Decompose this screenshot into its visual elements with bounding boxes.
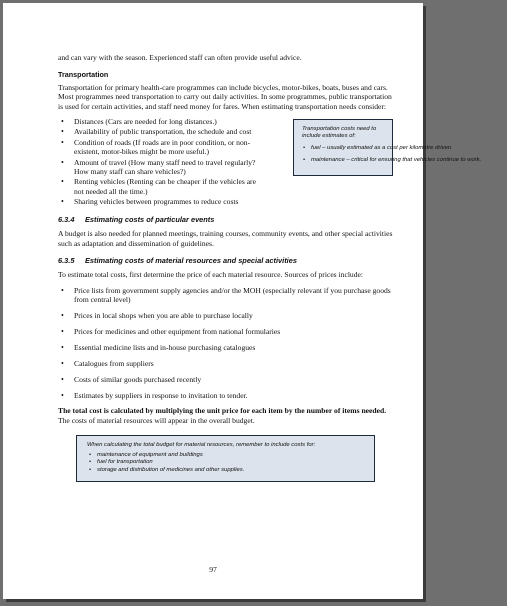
section-title: Estimating costs of material resources and special activities [85,255,297,265]
list-item: • Availability of public transportation, the schedule and cost [58,127,263,136]
transportation-paragraph: Transportation for primary health-care programmes can include bicycles, motor-bikes, boats, buses and cars. Most programmes need transportation to carry out daily activities. In some programmes, public transportation is used for certain activities, and staff need money for fares. When estimating transportation needs consider: [58,82,392,111]
list-item: • Catalogues from suppliers [58,359,393,368]
transportation-list [58,117,263,207]
section-number: 6.3.4 [58,214,75,224]
summary-rest: The costs of material resources will appear in the overall budget. [58,415,255,425]
box-item: • maintenance – critical for ensuring that vehicles continue to work. [302,157,507,164]
list-item: • Amount of travel (How many staff need to travel regularly? How many staff can share vehicles?) [58,158,263,177]
price-sources-list [58,286,393,400]
document-page [3,3,482,599]
box-list [87,452,366,474]
list-item: • Price lists from government supply agencies and/or the MOH (especially relevant if you purchase goods from central level) [58,286,393,305]
box-item: • fuel – usually estimated as a cost per kilometre driven [302,145,507,152]
page-content [58,53,482,482]
box-list [302,145,507,164]
page-number: 97 [209,565,217,574]
total-cost-summary [58,406,393,425]
list-item: • Costs of similar goods purchased recently [58,375,393,384]
section-number: 6.3.5 [58,255,75,265]
box-item: • fuel for transportation [87,459,366,466]
list-item: • Estimates by suppliers in response to invitation to tender. [58,391,393,400]
transportation-cost-box [293,119,482,176]
box-item: • storage and distribution of medicines and other supplies. [87,467,366,474]
list-item: • Condition of roads (If roads are in poor condition, or non-existent, motor-bikes might be more useful.) [58,138,263,157]
section-634-paragraph: A budget is also needed for planned meetings, training courses, community events, and other special activities such as adaptation and dissemination of guidelines. [58,229,393,248]
box-title: Transportation costs need to include estimates of: [302,126,377,140]
box-item: • maintenance of equipment and buildings [87,452,366,459]
list-item: • Prices in local shops when you are able to purchase locally [58,311,393,320]
list-item: • Distances (Cars are needed for long distances.) [58,117,263,126]
summary-bold: The total cost is calculated by multiplying the unit price for each item by the number of items needed. [58,406,387,416]
section-635-paragraph: To estimate total costs, first determine the price of each material resource. Sources of prices include: [58,270,363,280]
transportation-heading: Transportation [58,70,109,80]
section-title: Estimating costs of particular events [85,214,215,224]
transportation-section [58,117,482,207]
section-634-heading [58,215,393,224]
intro-paragraph-tail: and can vary with the season. Experienced staff can often provide useful advice. [58,53,302,62]
box-intro: When calculating the total budget for material resources, remember to include costs for: [87,442,316,449]
list-item: • Renting vehicles (Renting can be cheaper if the vehicles are not needed all the time.) [58,177,263,196]
list-item: • Sharing vehicles between programmes to reduce costs [58,197,263,206]
list-item: • Essential medicine lists and in-house purchasing catalogues [58,343,393,352]
material-resources-box [76,435,375,482]
list-item: • Prices for medicines and other equipment from national formularies [58,327,393,336]
section-635-heading [58,256,393,265]
